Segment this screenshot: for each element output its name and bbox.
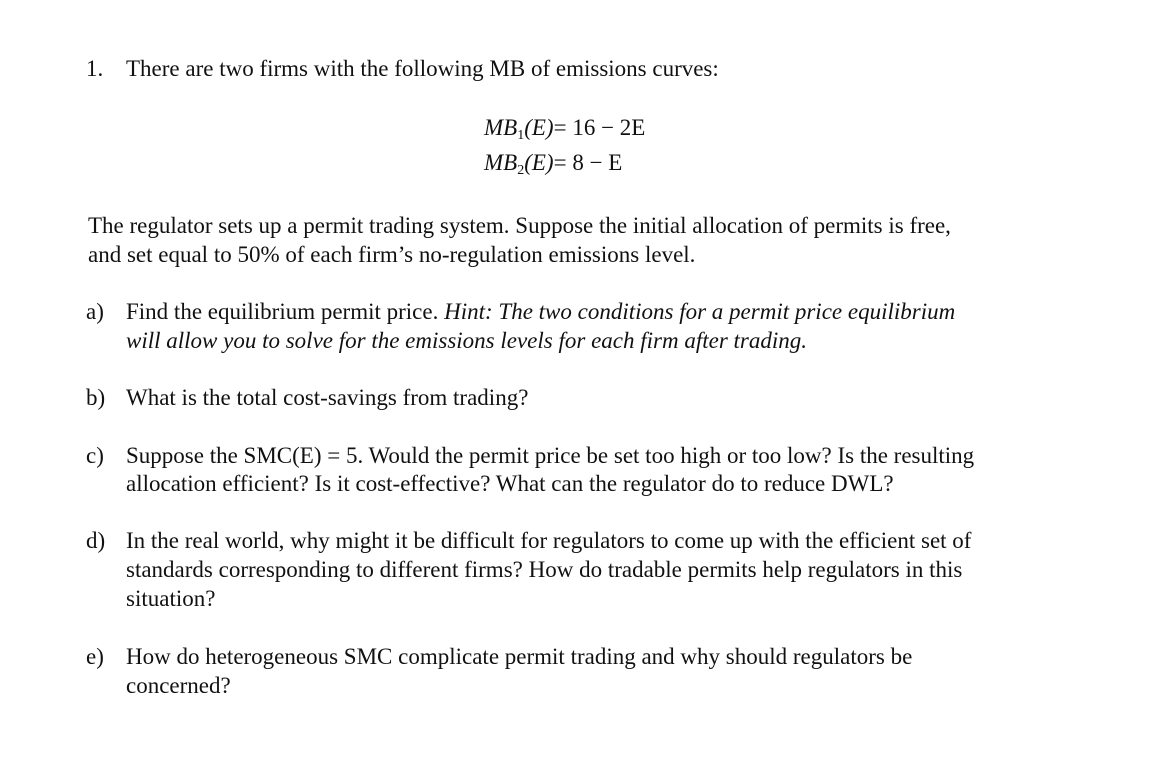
part-d-line-2: standards corresponding to different firms? How do tradable permits help regulators in this (126, 557, 963, 582)
part-c-line-1: Suppose the SMC(E) = 5. Would the permit price be set too high or too low? Is the resulting (126, 443, 975, 468)
setup-line-1: The regulator sets up a permit trading system. Suppose the initial allocation of permits is free, (88, 213, 951, 238)
part-d-line-1: In the real world, why might it be difficult for regulators to come up with the efficient set of (126, 528, 972, 553)
part-a-label: a) (86, 299, 104, 324)
equation-mb2-subscript: 2 (517, 163, 525, 178)
part-d-line-3: situation? (126, 586, 216, 611)
part-e-line-1: How do heterogeneous SMC complicate permit trading and why should regulators be (126, 644, 913, 669)
question-intro: There are two firms with the following MB of emissions curves: (126, 56, 719, 81)
part-c-line-2: allocation efficient? Is it cost-effective? What can the regulator do to reduce DWL? (126, 471, 894, 496)
part-d-label: d) (86, 528, 106, 553)
part-a-hint: Hint: The two conditions for a permit price equilibrium (444, 299, 956, 324)
equation-mb1-arg: (E) (524, 115, 554, 140)
part-b-label: b) (86, 385, 106, 410)
equation-mb1 (484, 113, 645, 142)
part-e-line-2: concerned? (126, 673, 231, 698)
question-number: 1. (86, 56, 104, 81)
equation-mb1-var: MB (484, 115, 518, 140)
part-a-line-1 (126, 297, 955, 326)
part-c-label: c) (86, 443, 104, 468)
equation-mb1-subscript: 1 (517, 128, 525, 143)
equation-mb2-arg: (E) (524, 150, 554, 175)
equation-mb1-rhs: = 16 − 2E (553, 115, 646, 140)
part-a-line-2: will allow you to solve for the emissions levels for each firm after trading. (126, 328, 808, 353)
setup-line-2: and set equal to 50% of each firm’s no-regulation emissions level. (88, 242, 696, 267)
equation-mb2-rhs: = 8 − E (553, 150, 623, 175)
equation-mb2-var: MB (484, 150, 518, 175)
part-e-label: e) (86, 644, 104, 669)
equation-mb2 (484, 148, 622, 177)
part-b-line-1: What is the total cost-savings from trading? (126, 385, 529, 410)
part-a-text: Find the equilibrium permit price. (126, 299, 445, 324)
